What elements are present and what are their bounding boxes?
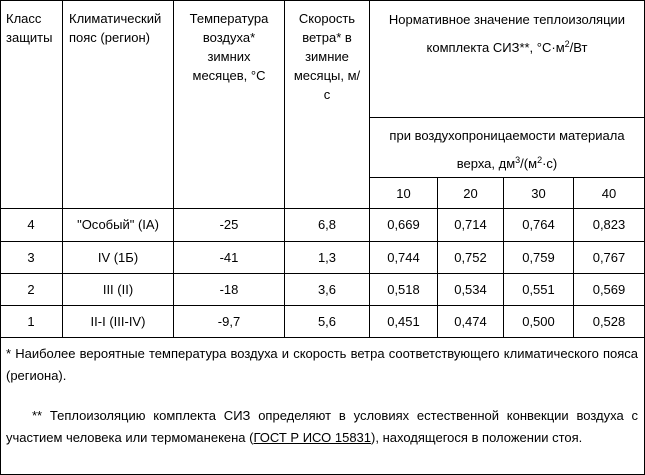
header-norm-line2-unit: /Вт [569,40,588,55]
table-row-3-v20: 0,534 [454,282,487,297]
table-row-1-wind: 6,8 [317,217,337,232]
header-norm-line2-text: комплекта СИЗ**, °С·м [426,40,565,55]
table-row-3-v40: 0,569 [592,282,626,297]
header-class [6,9,60,47]
header-class-line1: Класс [6,11,42,26]
header-norm-line2-exponent: 2 [564,39,570,49]
header-norm-line2 [370,34,644,62]
footnote-1: * Наиболее вероятные температура воздуха и скорость ветра соответствующего климатического пояса (региона). [6,346,638,383]
table-row-4-v30: 0,500 [522,314,555,329]
header-perm-line2-text: верха, дм [456,156,516,171]
table-row-1-class: 4 [27,217,35,232]
header-wind-line3: зимние [305,49,349,64]
header-perm-line2-mid: /(м [520,156,538,171]
table-row-1-v30: 0,764 [522,217,555,232]
rule-permeability-top [369,117,644,118]
table-row-2-v30: 0,759 [522,250,555,265]
header-wind-line5: с [323,87,331,102]
table-row-2-v10: 0,744 [387,250,420,265]
header-temp-line1: Температура [189,11,269,26]
header-perm-line2-exp2: 2 [537,155,543,165]
table-row-1-belt: "Особый" (IA) [77,217,159,232]
table-row-2-wind: 1,3 [317,250,337,265]
rule-table-bottom [0,337,644,338]
gost-reference-link[interactable]: ГОСТ Р ИСО 15831 [253,430,372,445]
header-norm-line1: Нормативное значение теплоизоляции [388,12,626,27]
header-perm-line2 [370,150,644,178]
table-row-4-v20: 0,474 [454,314,487,329]
header-perm-line2-exp1: 3 [515,155,521,165]
rule-row-3 [0,305,644,306]
table-row-3-belt: III (II) [102,282,134,297]
table-row-2-temp: -41 [219,250,239,265]
table-row-4-class: 1 [27,314,35,329]
header-wind-line2: ветра* в [302,30,352,45]
header-belt-line2: пояс (регион) [69,30,150,45]
header-perm-40: 40 [601,186,617,201]
table-row-1-v40: 0,823 [592,217,626,232]
table-row-2-class: 3 [27,250,35,265]
table-row-2-v20: 0,752 [454,250,487,265]
header-belt-line1: Климатический [69,11,162,26]
table-row-4-wind: 5,6 [317,314,337,329]
table-row-1-v10: 0,669 [387,217,420,232]
table-row-3-temp: -18 [219,282,239,297]
header-perm-line2-end: ·с) [542,156,558,171]
table-row-2-v40: 0,767 [592,250,626,265]
header-wind-line1: Скорость [298,11,356,26]
table-row-3-v10: 0,518 [387,282,420,297]
footnote-2 [6,405,638,449]
header-perm-line1: при воздухопроницаемости материала [389,128,625,143]
footnote-2-text-start: ** Теплоизоляцию комплекта СИЗ определяют в условиях естественной конвекции воздуха с участием человека или термоманекена ( [6,408,638,445]
table-row-3-v30: 0,551 [522,282,555,297]
header-air-temperature [174,9,284,85]
header-class-line2: защиты [6,30,53,45]
header-perm-10: 10 [396,186,411,201]
header-air-permeability [370,122,644,178]
table-row-4-v10: 0,451 [387,314,420,329]
header-climate-belt [69,9,173,47]
header-temp-line2: воздуха* [202,30,256,45]
header-wind-line4: месяцы, м/ [293,68,361,83]
table-row-4-belt: II-I (III-IV) [90,314,146,329]
header-temp-line4: месяцев, °С [192,68,266,83]
table-row-3-class: 2 [27,282,35,297]
rule-header-bottom [0,208,644,209]
header-perm-30: 30 [531,186,546,201]
table-row-4-temp: -9,7 [217,314,241,329]
rule-row-1 [0,241,644,242]
table-row-1-temp: -25 [219,217,239,232]
footnote-2-text-end: ), находящегося в положении стоя. [371,430,583,445]
table-row-2-belt: IV (1Б) [97,250,139,265]
header-temp-line3: зимних [207,49,251,64]
table-row-3-wind: 3,6 [317,282,337,297]
header-normative-insulation [370,6,644,62]
table-row-4-v40: 0,528 [592,314,626,329]
header-perm-20: 20 [463,186,478,201]
table-row-1-v20: 0,714 [454,217,487,232]
header-wind-speed [285,9,369,104]
rule-row-2 [0,273,644,274]
